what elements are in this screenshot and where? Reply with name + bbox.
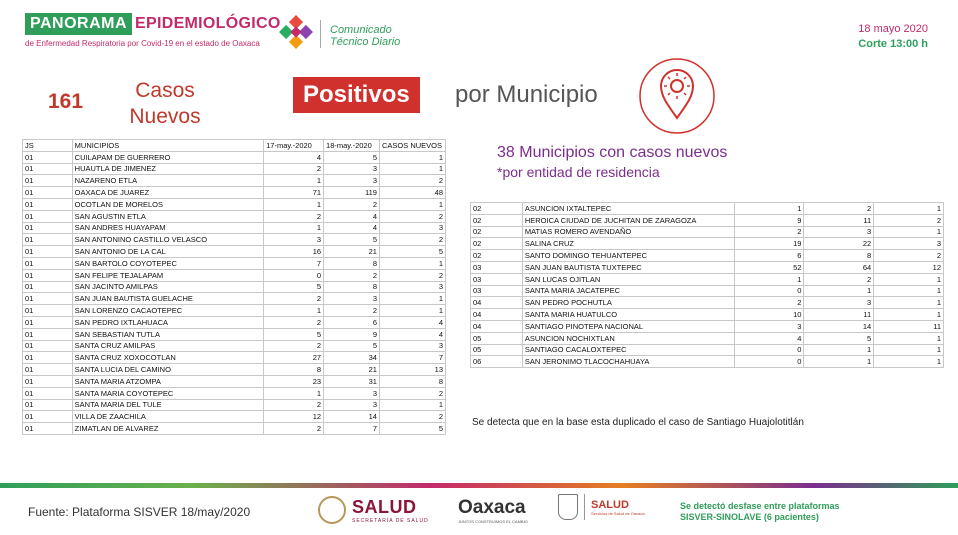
table-row bbox=[23, 175, 446, 187]
cell-17-may: 1 bbox=[734, 273, 804, 285]
cell-casos-nuevos: 1 bbox=[379, 198, 445, 210]
cell-casos-nuevos: 1 bbox=[379, 257, 445, 269]
cell-municipio: SAN ANDRES HUAYAPAM bbox=[72, 222, 263, 234]
cell-18-may: 2 bbox=[324, 305, 380, 317]
cell-17-may: 27 bbox=[264, 352, 324, 364]
table-row bbox=[23, 423, 446, 435]
cell-17-may: 71 bbox=[264, 187, 324, 199]
cell-18-may: 1 bbox=[804, 356, 874, 368]
header-casos-nuevos: CASOS NUEVOS bbox=[379, 140, 445, 152]
cell-municipio: SAN BARTOLO COYOTEPEC bbox=[72, 257, 263, 269]
cell-18-may: 21 bbox=[324, 246, 380, 258]
cell-casos-nuevos: 3 bbox=[874, 238, 944, 250]
cell-municipio: SAN ANTONINO CASTILLO VELASCO bbox=[72, 234, 263, 246]
cell-js: 01 bbox=[23, 234, 73, 246]
cell-17-may: 0 bbox=[734, 344, 804, 356]
cell-casos-nuevos: 3 bbox=[379, 281, 445, 293]
cell-js: 01 bbox=[23, 375, 73, 387]
cell-js: 01 bbox=[23, 269, 73, 281]
table-row bbox=[23, 151, 446, 163]
cell-municipio: SANTA MARIA COYOTEPEC bbox=[72, 387, 263, 399]
table-row bbox=[23, 411, 446, 423]
cell-17-may: 3 bbox=[264, 234, 324, 246]
cell-18-may: 1 bbox=[804, 344, 874, 356]
casos-line-1: Casos bbox=[135, 79, 195, 102]
cell-casos-nuevos: 8 bbox=[379, 375, 445, 387]
table-row bbox=[471, 309, 944, 321]
cell-casos-nuevos: 1 bbox=[379, 399, 445, 411]
salud-seal-icon bbox=[318, 496, 346, 524]
cell-js: 01 bbox=[23, 399, 73, 411]
cell-municipio: SANTA CRUZ AMILPAS bbox=[72, 340, 263, 352]
desfase-line-1: Se detectó desfase entre plataformas bbox=[680, 501, 840, 511]
cell-18-may: 5 bbox=[324, 151, 380, 163]
cell-municipio: ASUNCION IXTALTEPEC bbox=[522, 203, 734, 215]
cell-municipio: SANTA CRUZ XOXOCOTLAN bbox=[72, 352, 263, 364]
cell-js: 01 bbox=[23, 352, 73, 364]
cell-js: 04 bbox=[471, 320, 523, 332]
cell-17-may: 4 bbox=[734, 332, 804, 344]
header-divider bbox=[320, 20, 321, 48]
date-text: 18 mayo 2020 bbox=[858, 23, 928, 35]
por-municipio-title: por Municipio bbox=[455, 81, 598, 108]
cell-municipio: SANTA MARIA HUATULCO bbox=[522, 309, 734, 321]
table-row bbox=[471, 214, 944, 226]
table-row bbox=[23, 352, 446, 364]
cell-municipio: SAN JERONIMO TLACOCHAHUAYA bbox=[522, 356, 734, 368]
cell-18-may: 4 bbox=[324, 222, 380, 234]
cell-js: 01 bbox=[23, 246, 73, 258]
table-row bbox=[23, 234, 446, 246]
cell-17-may: 12 bbox=[264, 411, 324, 423]
cell-18-may: 64 bbox=[804, 261, 874, 273]
cell-casos-nuevos: 2 bbox=[874, 214, 944, 226]
cell-18-may: 8 bbox=[324, 257, 380, 269]
cell-js: 01 bbox=[23, 210, 73, 222]
cell-17-may: 5 bbox=[264, 328, 324, 340]
cell-municipio: MATIAS ROMERO AVENDAÑO bbox=[522, 226, 734, 238]
cell-municipio: SANTIAGO PINOTEPA NACIONAL bbox=[522, 320, 734, 332]
oaxaca-title: Oaxaca bbox=[458, 497, 526, 518]
header-17-may: 17-may.-2020 bbox=[264, 140, 324, 152]
cell-js: 01 bbox=[23, 293, 73, 305]
table-row bbox=[23, 187, 446, 199]
cell-casos-nuevos: 2 bbox=[379, 387, 445, 399]
cell-municipio: SAN JUAN BAUTISTA TUXTEPEC bbox=[522, 261, 734, 273]
cell-municipio: NAZARENO ETLA bbox=[72, 175, 263, 187]
cell-17-may: 9 bbox=[734, 214, 804, 226]
oaxaca-subtitle: JUNTOS CONSTRUIMOS EL CAMBIO bbox=[458, 519, 528, 524]
cell-17-may: 16 bbox=[264, 246, 324, 258]
cell-js: 05 bbox=[471, 332, 523, 344]
cell-municipio: SAN FELIPE TEJALAPAM bbox=[72, 269, 263, 281]
brand-subtitle: de Enfermedad Respiratoria por Covid-19 en el estado de Oaxaca bbox=[25, 39, 260, 48]
comunicado-line-2: Técnico Diario bbox=[330, 36, 401, 48]
cell-18-may: 9 bbox=[324, 328, 380, 340]
cell-17-may: 2 bbox=[264, 210, 324, 222]
cell-casos-nuevos: 1 bbox=[874, 226, 944, 238]
table-row bbox=[471, 273, 944, 285]
cell-js: 03 bbox=[471, 285, 523, 297]
cell-municipio: SANTA MARIA DEL TULE bbox=[72, 399, 263, 411]
cell-17-may: 2 bbox=[264, 423, 324, 435]
table-row bbox=[23, 387, 446, 399]
table-row bbox=[471, 285, 944, 297]
table-row bbox=[471, 320, 944, 332]
cell-js: 01 bbox=[23, 175, 73, 187]
cell-18-may: 2 bbox=[324, 269, 380, 281]
cell-js: 01 bbox=[23, 316, 73, 328]
cell-casos-nuevos: 1 bbox=[874, 203, 944, 215]
cell-casos-nuevos: 12 bbox=[874, 261, 944, 273]
cell-17-may: 2 bbox=[264, 316, 324, 328]
cell-17-may: 10 bbox=[734, 309, 804, 321]
cell-18-may: 119 bbox=[324, 187, 380, 199]
cell-js: 05 bbox=[471, 344, 523, 356]
cell-municipio: SAN AGUSTIN ETLA bbox=[72, 210, 263, 222]
table-row bbox=[23, 364, 446, 376]
cell-js: 02 bbox=[471, 250, 523, 262]
cell-casos-nuevos: 2 bbox=[379, 234, 445, 246]
cell-js: 01 bbox=[23, 305, 73, 317]
table-row bbox=[23, 305, 446, 317]
cell-18-may: 2 bbox=[804, 203, 874, 215]
cell-17-may: 2 bbox=[734, 297, 804, 309]
location-virus-icon bbox=[637, 56, 717, 136]
cell-17-may: 1 bbox=[734, 203, 804, 215]
table-row bbox=[471, 332, 944, 344]
cell-18-may: 4 bbox=[324, 210, 380, 222]
cell-17-may: 1 bbox=[264, 222, 324, 234]
cell-municipio: SALINA CRUZ bbox=[522, 238, 734, 250]
cell-17-may: 1 bbox=[264, 305, 324, 317]
cell-17-may: 0 bbox=[734, 285, 804, 297]
cell-casos-nuevos: 2 bbox=[379, 411, 445, 423]
cell-municipio: CUILAPAM DE GUERRERO bbox=[72, 151, 263, 163]
cell-js: 01 bbox=[23, 198, 73, 210]
municipios-table-2 bbox=[470, 202, 944, 368]
cell-municipio: SAN PEDRO IXTLAHUACA bbox=[72, 316, 263, 328]
cell-17-may: 2 bbox=[264, 340, 324, 352]
servicios-salud-logo bbox=[558, 494, 645, 520]
table-row bbox=[471, 226, 944, 238]
cell-17-may: 1 bbox=[264, 387, 324, 399]
cell-18-may: 3 bbox=[324, 163, 380, 175]
municipios-count: 38 Municipios con casos nuevos bbox=[497, 144, 728, 161]
table-row bbox=[471, 297, 944, 309]
header-18-may: 18-may.-2020 bbox=[324, 140, 380, 152]
cell-17-may: 3 bbox=[734, 320, 804, 332]
cell-municipio: SAN JACINTO AMILPAS bbox=[72, 281, 263, 293]
cell-js: 01 bbox=[23, 340, 73, 352]
footer-color-stripe bbox=[0, 483, 958, 488]
cell-17-may: 1 bbox=[264, 175, 324, 187]
cell-18-may: 3 bbox=[804, 226, 874, 238]
cell-casos-nuevos: 4 bbox=[379, 316, 445, 328]
salud1-subtitle: SECRETARÍA DE SALUD bbox=[352, 517, 429, 524]
cell-casos-nuevos: 1 bbox=[379, 293, 445, 305]
cell-municipio: SAN LORENZO CACAOTEPEC bbox=[72, 305, 263, 317]
header-js: JS bbox=[23, 140, 73, 152]
cell-casos-nuevos: 1 bbox=[379, 305, 445, 317]
cell-17-may: 1 bbox=[264, 198, 324, 210]
cell-17-may: 23 bbox=[264, 375, 324, 387]
cell-js: 03 bbox=[471, 261, 523, 273]
cell-municipio: SANTA LUCIA DEL CAMINO bbox=[72, 364, 263, 376]
report-date bbox=[858, 22, 928, 52]
cell-18-may: 3 bbox=[324, 387, 380, 399]
table-row bbox=[471, 203, 944, 215]
cell-18-may: 11 bbox=[804, 214, 874, 226]
cell-js: 04 bbox=[471, 309, 523, 321]
cell-municipio: HEROICA CIUDAD DE JUCHITAN DE ZARAGOZA bbox=[522, 214, 734, 226]
cell-js: 01 bbox=[23, 411, 73, 423]
cell-casos-nuevos: 48 bbox=[379, 187, 445, 199]
cell-18-may: 31 bbox=[324, 375, 380, 387]
table-row bbox=[23, 316, 446, 328]
cell-js: 01 bbox=[23, 222, 73, 234]
cell-18-may: 2 bbox=[324, 198, 380, 210]
cell-18-may: 5 bbox=[804, 332, 874, 344]
cell-18-may: 8 bbox=[324, 281, 380, 293]
cell-municipio: ASUNCION NOCHIXTLAN bbox=[522, 332, 734, 344]
table-row bbox=[23, 375, 446, 387]
municipios-note: *por entidad de residencia bbox=[497, 164, 660, 180]
table-header-row bbox=[23, 140, 446, 152]
cell-casos-nuevos: 1 bbox=[874, 356, 944, 368]
cell-js: 02 bbox=[471, 203, 523, 215]
cell-municipio: OAXACA DE JUAREZ bbox=[72, 187, 263, 199]
cell-municipio: OCOTLAN DE MORELOS bbox=[72, 198, 263, 210]
cell-municipio: VILLA DE ZAACHILA bbox=[72, 411, 263, 423]
cell-js: 01 bbox=[23, 187, 73, 199]
cell-18-may: 11 bbox=[804, 309, 874, 321]
cell-casos-nuevos: 1 bbox=[874, 332, 944, 344]
cell-casos-nuevos: 7 bbox=[379, 352, 445, 364]
table-row bbox=[471, 238, 944, 250]
cell-casos-nuevos: 4 bbox=[379, 328, 445, 340]
cell-js: 01 bbox=[23, 163, 73, 175]
cell-municipio: SANTIAGO CACALOXTEPEC bbox=[522, 344, 734, 356]
cell-casos-nuevos: 2 bbox=[379, 210, 445, 222]
cell-js: 01 bbox=[23, 328, 73, 340]
cell-casos-nuevos: 1 bbox=[379, 163, 445, 175]
cell-17-may: 7 bbox=[264, 257, 324, 269]
salud1-title: SALUD bbox=[352, 496, 417, 517]
cell-17-may: 19 bbox=[734, 238, 804, 250]
salud2-title: SALUD bbox=[591, 498, 629, 511]
cell-casos-nuevos: 1 bbox=[874, 297, 944, 309]
cell-js: 04 bbox=[471, 297, 523, 309]
header-brand bbox=[25, 12, 281, 48]
cell-17-may: 2 bbox=[264, 163, 324, 175]
cell-18-may: 8 bbox=[804, 250, 874, 262]
cell-17-may: 6 bbox=[734, 250, 804, 262]
brand-panorama: PANORAMA bbox=[25, 13, 132, 35]
cell-js: 01 bbox=[23, 281, 73, 293]
table-row bbox=[23, 246, 446, 258]
cell-municipio: SAN LUCAS OJITLAN bbox=[522, 273, 734, 285]
desfase-line-2: SISVER-SINOLAVE (6 pacientes) bbox=[680, 512, 819, 522]
table-row bbox=[471, 344, 944, 356]
table-row bbox=[23, 222, 446, 234]
cell-18-may: 3 bbox=[324, 399, 380, 411]
table-row bbox=[471, 261, 944, 273]
cell-municipio: SANTA MARIA JACATEPEC bbox=[522, 285, 734, 297]
cell-17-may: 0 bbox=[734, 356, 804, 368]
table-row bbox=[23, 328, 446, 340]
cell-18-may: 5 bbox=[324, 234, 380, 246]
cell-18-may: 14 bbox=[324, 411, 380, 423]
table-row bbox=[23, 293, 446, 305]
table-row bbox=[23, 210, 446, 222]
cell-casos-nuevos: 1 bbox=[379, 151, 445, 163]
logo-divider bbox=[584, 494, 585, 520]
corte-text: Corte 13:00 h bbox=[858, 38, 928, 50]
cell-casos-nuevos: 1 bbox=[874, 344, 944, 356]
cell-casos-nuevos: 2 bbox=[379, 175, 445, 187]
cell-17-may: 2 bbox=[264, 399, 324, 411]
comunicado-label bbox=[330, 24, 400, 48]
table-row bbox=[23, 163, 446, 175]
cell-17-may: 8 bbox=[264, 364, 324, 376]
cell-js: 01 bbox=[23, 387, 73, 399]
table-row bbox=[23, 340, 446, 352]
cell-18-may: 5 bbox=[324, 340, 380, 352]
cell-js: 01 bbox=[23, 257, 73, 269]
table-row bbox=[23, 198, 446, 210]
table-row bbox=[23, 399, 446, 411]
new-cases-label bbox=[110, 78, 220, 130]
table-row bbox=[471, 356, 944, 368]
cell-17-may: 5 bbox=[264, 281, 324, 293]
salud2-subtitle: Servicios de Salud de Oaxaca bbox=[591, 510, 645, 516]
cell-casos-nuevos: 13 bbox=[379, 364, 445, 376]
cell-17-may: 52 bbox=[734, 261, 804, 273]
table-row bbox=[23, 269, 446, 281]
cell-17-may: 2 bbox=[264, 293, 324, 305]
cell-municipio: SAN JUAN BAUTISTA GUELACHE bbox=[72, 293, 263, 305]
cell-js: 06 bbox=[471, 356, 523, 368]
cell-casos-nuevos: 1 bbox=[874, 309, 944, 321]
cell-18-may: 21 bbox=[324, 364, 380, 376]
cell-18-may: 3 bbox=[324, 293, 380, 305]
secretaria-salud-logo bbox=[318, 496, 429, 524]
cell-casos-nuevos: 3 bbox=[379, 340, 445, 352]
cell-municipio: SANTO DOMINGO TEHUANTEPEC bbox=[522, 250, 734, 262]
cell-municipio: SAN ANTONIO DE LA CAL bbox=[72, 246, 263, 258]
cell-js: 01 bbox=[23, 364, 73, 376]
cell-17-may: 2 bbox=[734, 226, 804, 238]
cell-18-may: 34 bbox=[324, 352, 380, 364]
cell-municipio: SANTA MARIA ATZOMPA bbox=[72, 375, 263, 387]
cell-18-may: 2 bbox=[804, 273, 874, 285]
desfase-note bbox=[680, 501, 840, 523]
cell-17-may: 4 bbox=[264, 151, 324, 163]
casos-line-2: Nuevos bbox=[129, 105, 201, 128]
cell-municipio: SAN SEBASTIAN TUTLA bbox=[72, 328, 263, 340]
table-row bbox=[471, 250, 944, 262]
table-row bbox=[23, 281, 446, 293]
positivos-badge: Positivos bbox=[293, 77, 420, 113]
cell-casos-nuevos: 11 bbox=[874, 320, 944, 332]
cell-18-may: 7 bbox=[324, 423, 380, 435]
logo-mosaic-icon bbox=[278, 14, 314, 50]
cell-js: 02 bbox=[471, 238, 523, 250]
cell-js: 02 bbox=[471, 214, 523, 226]
cell-js: 01 bbox=[23, 423, 73, 435]
cell-18-may: 14 bbox=[804, 320, 874, 332]
oaxaca-shield-icon bbox=[558, 494, 578, 520]
cell-18-may: 6 bbox=[324, 316, 380, 328]
cell-18-may: 3 bbox=[324, 175, 380, 187]
cell-casos-nuevos: 3 bbox=[379, 222, 445, 234]
brand-epidemiologico: EPIDEMIOLÓGICO bbox=[135, 15, 281, 32]
table-row bbox=[23, 257, 446, 269]
cell-casos-nuevos: 1 bbox=[874, 285, 944, 297]
cell-18-may: 1 bbox=[804, 285, 874, 297]
header-municipios: MUNICIPIOS bbox=[72, 140, 263, 152]
cell-17-may: 0 bbox=[264, 269, 324, 281]
cell-js: 01 bbox=[23, 151, 73, 163]
new-cases-count: 161 bbox=[48, 90, 84, 113]
cell-js: 02 bbox=[471, 226, 523, 238]
cell-casos-nuevos: 2 bbox=[874, 250, 944, 262]
municipios-table-1 bbox=[22, 139, 446, 435]
oaxaca-logo bbox=[458, 497, 528, 524]
source-text: Fuente: Plataforma SISVER 18/may/2020 bbox=[28, 505, 251, 519]
cell-18-may: 3 bbox=[804, 297, 874, 309]
cell-casos-nuevos: 5 bbox=[379, 246, 445, 258]
cell-casos-nuevos: 2 bbox=[379, 269, 445, 281]
cell-casos-nuevos: 1 bbox=[874, 273, 944, 285]
cell-casos-nuevos: 5 bbox=[379, 423, 445, 435]
cell-municipio: ZIMATLAN DE ALVAREZ bbox=[72, 423, 263, 435]
cell-js: 03 bbox=[471, 273, 523, 285]
cell-18-may: 22 bbox=[804, 238, 874, 250]
cell-municipio: SAN PEDRO POCHUTLA bbox=[522, 297, 734, 309]
cell-municipio: HUAUTLA DE JIMENEZ bbox=[72, 163, 263, 175]
comunicado-line-1: Comunicado bbox=[330, 24, 392, 36]
duplicate-note: Se detecta que en la base esta duplicado el caso de Santiago Huajolotitlán bbox=[472, 417, 804, 428]
